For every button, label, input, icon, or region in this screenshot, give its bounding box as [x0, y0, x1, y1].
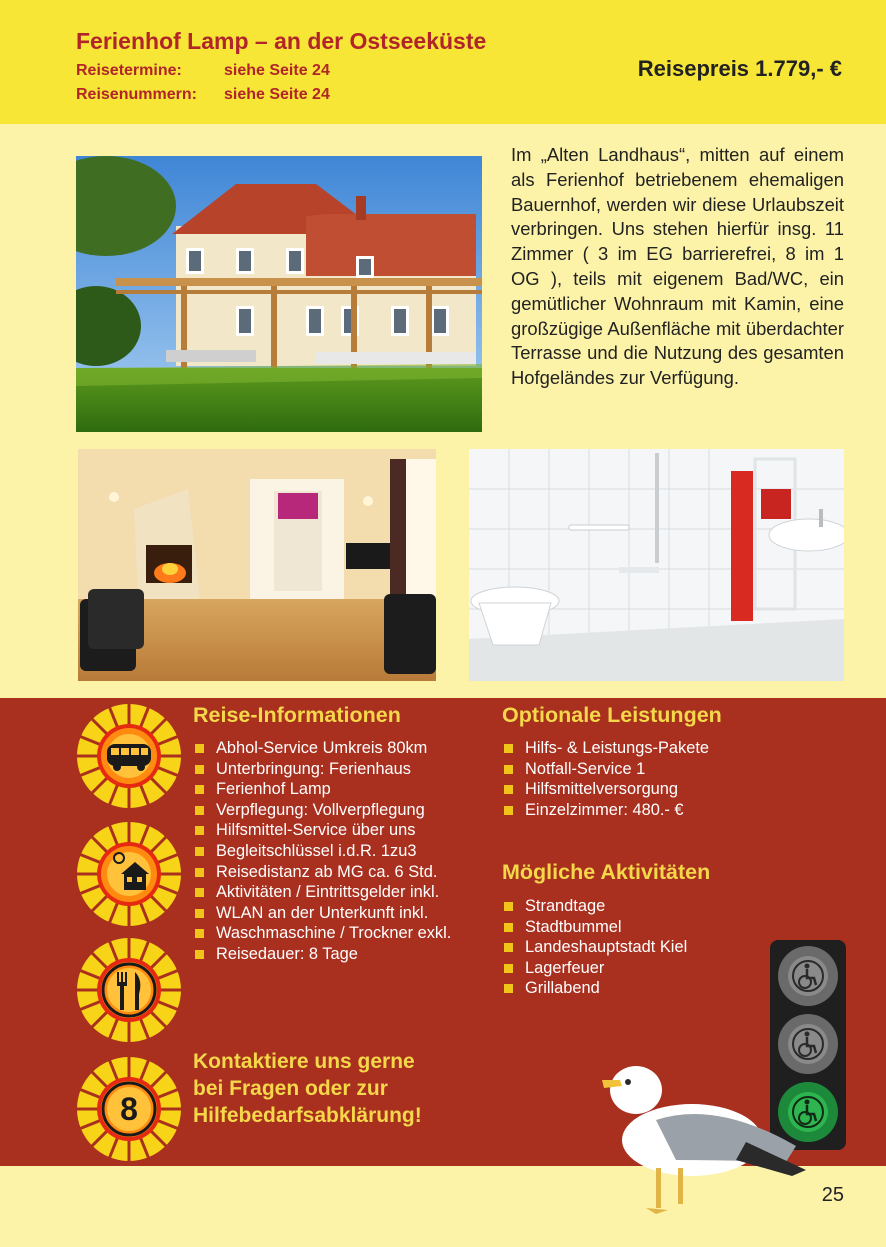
list-item: Grillabend	[503, 978, 687, 999]
page-title: Ferienhof Lamp – an der Ostseeküste	[76, 28, 487, 54]
list-item: Aktivitäten / Eintrittsgelder inkl.	[194, 882, 451, 903]
list-item: Verpflegung: Vollverpflegung	[194, 800, 451, 821]
travel-info-list	[194, 738, 451, 965]
list-item: Strandtage	[503, 896, 687, 917]
contact-line-3: Hilfebedarfsabklärung!	[193, 1104, 422, 1127]
meals-badge	[77, 938, 181, 1042]
header-band	[0, 0, 886, 124]
farmhouse-photo	[76, 156, 482, 432]
list-item: Hilfsmittelversorgung	[503, 779, 709, 800]
list-item: Einzelzimmer: 480.- €	[503, 800, 709, 821]
list-item: Stadtbummel	[503, 917, 687, 938]
list-item: Hilfsmittel-Service über uns	[194, 820, 451, 841]
living-room-photo	[78, 449, 436, 681]
accommodation-badge	[77, 822, 181, 926]
bus-icon	[77, 704, 181, 808]
list-item: Lagerfeuer	[503, 958, 687, 979]
house-icon	[77, 822, 181, 926]
list-item: Reisedauer: 8 Tage	[194, 944, 451, 965]
travel-info-title: Reise-Informationen	[193, 703, 401, 727]
contact-line-1: Kontaktiere uns gerne	[193, 1050, 415, 1073]
optional-services-list	[503, 738, 709, 820]
wheelchair-icon-inactive-1	[778, 946, 838, 1006]
list-item: Reisedistanz ab MG ca. 6 Std.	[194, 862, 451, 883]
travel-dates-row	[76, 62, 330, 80]
duration-badge	[77, 1057, 181, 1161]
description-text: Im „Alten Landhaus“, mitten auf einem als Ferienhof betriebenem ehemaligen Bauernhof, werden wir diese Urlaubszeit verbringen. Uns stehen hierfür insg. 11 Zimmer ( 3 im EG barrierefrei, 8 im 1 OG ), teils mit eigenem Bad/WC, ein gemütlicher Wohnraum mit Kamin, eine großzügige Außenfläche mit überdachter Terrasse und die Nutzung des gesamten Hofgeländes zur Verfügung.	[511, 144, 844, 389]
travel-dates-label: Reisetermine:	[76, 62, 182, 79]
list-item: Landeshauptstadt Kiel	[503, 937, 687, 958]
contact-cta	[193, 1048, 422, 1129]
bus-badge	[77, 704, 181, 808]
list-item: Begleitschlüssel i.d.R. 1zu3	[194, 841, 451, 862]
bathroom-photo	[469, 449, 844, 681]
contact-line-2: bei Fragen oder zur	[193, 1077, 388, 1100]
list-item: Unterbringung: Ferienhaus	[194, 759, 451, 780]
page-number: 25	[821, 1184, 844, 1206]
list-item: Abhol-Service Umkreis 80km	[194, 738, 451, 759]
list-item: Waschmaschine / Trockner exkl.	[194, 923, 451, 944]
travel-dates-value: siehe Seite 24	[224, 62, 330, 79]
list-item: WLAN an der Unterkunft inkl.	[194, 903, 451, 924]
duration-number: 8	[120, 1091, 138, 1127]
optional-services-title: Optionale Leistungen	[502, 703, 722, 727]
seagull-illustration	[596, 1050, 810, 1221]
activities-list	[503, 896, 687, 999]
travel-numbers-value: siehe Seite 24	[224, 86, 330, 103]
travel-numbers-row	[76, 86, 330, 104]
activities-title: Mögliche Aktivitäten	[502, 860, 711, 884]
list-item: Notfall-Service 1	[503, 759, 709, 780]
list-item: Ferienhof Lamp	[194, 779, 451, 800]
travel-numbers-label: Reisenummern:	[76, 86, 197, 103]
travel-price: Reisepreis 1.779,- €	[637, 56, 842, 81]
list-item: Hilfs- & Leistungs-Pakete	[503, 738, 709, 759]
cutlery-icon	[77, 938, 181, 1042]
